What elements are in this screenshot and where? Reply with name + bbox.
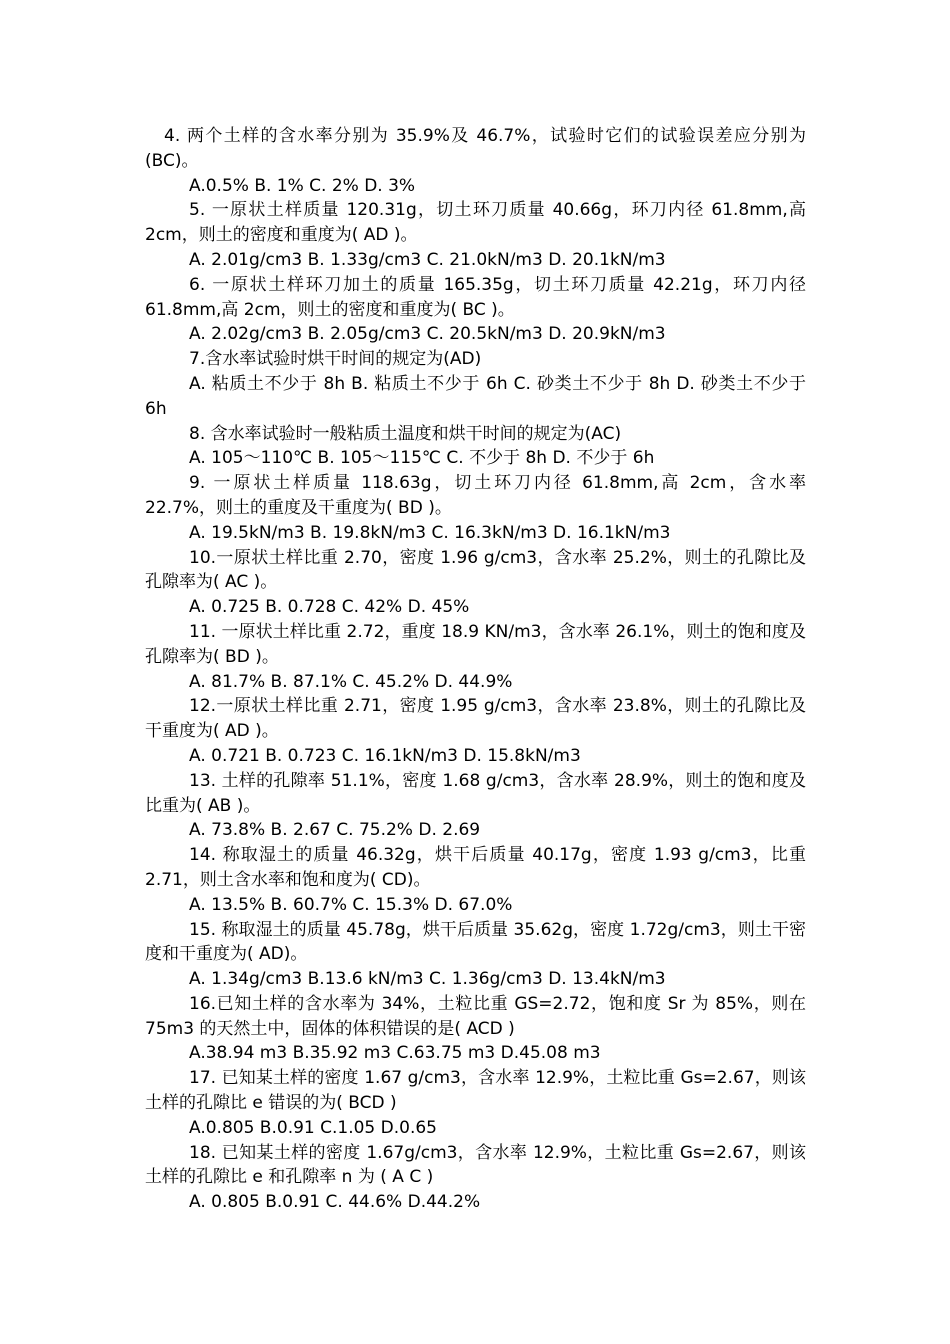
- question-8: 8. 含水率试验时一般粘质土温度和烘干时间的规定为(AC): [189, 423, 622, 444]
- options-8: A. 105～110℃ B. 105～115℃ C. 不少于 8h D. 不少于 6h: [189, 448, 655, 469]
- question-11: 11. 一原状土样比重 2.72，重度 18.9 KN/m3，含水率 26.1%，则土的饱和度及孔隙率为( BD )。: [145, 621, 806, 667]
- options-15: A. 1.34g/cm3 B.13.6 kN/m3 C. 1.36g/cm3 D. 13.4kN/m3: [189, 969, 666, 990]
- question-17: 17. 已知某土样的密度 1.67 g/cm3，含水率 12.9%，土粒比重 Gs=2.67，则该土样的孔隙比 e 错误的为( BCD ): [145, 1068, 806, 1114]
- options-6: A. 2.02g/cm3 B. 2.05g/cm3 C. 20.5kN/m3 D. 20.9kN/m3: [189, 324, 666, 345]
- question-9: 9. 一原状土样质量 118.63g，切土环刀内径 61.8mm,高 2cm，含水率 22.7%，则土的重度及干重度为( BD )。: [145, 473, 806, 518]
- options-13: A. 73.8% B. 2.67 C. 75.2% D. 2.69: [189, 820, 481, 841]
- question-16: 16.已知土样的含水率为 34%，土粒比重 GS=2.72，饱和度 Sr 为 85%，则在 75m3 的天然土中，固体的体积错误的是( ACD ): [145, 993, 806, 1039]
- question-10: 10.一原状土样比重 2.70，密度 1.96 g/cm3，含水率 25.2%，则土的孔隙比及孔隙率为( AC )。: [145, 547, 806, 593]
- options-4: A.0.5% B. 1% C. 2% D. 3%: [189, 175, 416, 196]
- options-17: A.0.805 B.0.91 C.1.05 D.0.65: [189, 1117, 438, 1138]
- options-9: A. 19.5kN/m3 B. 19.8kN/m3 C. 16.3kN/m3 D. 16.1kN/m3: [189, 522, 671, 543]
- question-7: 7.含水率试验时烘干时间的规定为(AD): [189, 349, 482, 370]
- question-6: 6. 一原状土样环刀加土的质量 165.35g，切土环刀质量 42.21g，环刀内径 61.8mm,高 2cm，则土的密度和重度为( BC )。: [145, 274, 806, 320]
- options-7: A. 粘质土不少于 8h B. 粘质土不少于 6h C. 砂类土不少于 8h D. 砂类土不少于 6h: [145, 373, 806, 419]
- question-5: 5. 一原状土样质量 120.31g，切土环刀质量 40.66g，环刀内径 61.8mm,高 2cm，则土的密度和重度为( AD )。: [145, 200, 806, 246]
- question-list: [145, 124, 806, 1215]
- question-12: 12.一原状土样比重 2.71，密度 1.95 g/cm3，含水率 23.8%，则土的孔隙比及干重度为( AD )。: [145, 696, 806, 742]
- question-14: 14. 称取湿土的质量 46.32g，烘干后质量 40.17g，密度 1.93 g/cm3，比重 2.71，则土含水率和饱和度为( CD)。: [145, 845, 806, 890]
- options-12: A. 0.721 B. 0.723 C. 16.1kN/m3 D. 15.8kN/m3: [189, 745, 581, 766]
- question-18: 18. 已知某土样的密度 1.67g/cm3，含水率 12.9%，土粒比重 Gs=2.67，则该土样的孔隙比 e 和孔隙率 n 为 ( A C ): [145, 1142, 806, 1188]
- options-18: A. 0.805 B.0.91 C. 44.6% D.44.2%: [189, 1192, 481, 1213]
- question-13: 13. 土样的孔隙率 51.1%，密度 1.68 g/cm3，含水率 28.9%，则土的饱和度及比重为( AB )。: [145, 770, 806, 816]
- question-4: 4. 两个土样的含水率分别为 35.9%及 46.7%，试验时它们的试验误差应分别为(BC)。: [145, 126, 806, 171]
- options-10: A. 0.725 B. 0.728 C. 42% D. 45%: [189, 597, 470, 618]
- question-15: 15. 称取湿土的质量 45.78g，烘干后质量 35.62g，密度 1.72g/cm3，则土干密度和干重度为( AD)。: [145, 919, 806, 965]
- options-16: A.38.94 m3 B.35.92 m3 C.63.75 m3 D.45.08 m3: [189, 1043, 601, 1064]
- options-11: A. 81.7% B. 87.1% C. 45.2% D. 44.9%: [189, 671, 513, 692]
- options-5: A. 2.01g/cm3 B. 1.33g/cm3 C. 21.0kN/m3 D. 20.1kN/m3: [189, 249, 666, 270]
- options-14: A. 13.5% B. 60.7% C. 15.3% D. 67.0%: [189, 894, 513, 915]
